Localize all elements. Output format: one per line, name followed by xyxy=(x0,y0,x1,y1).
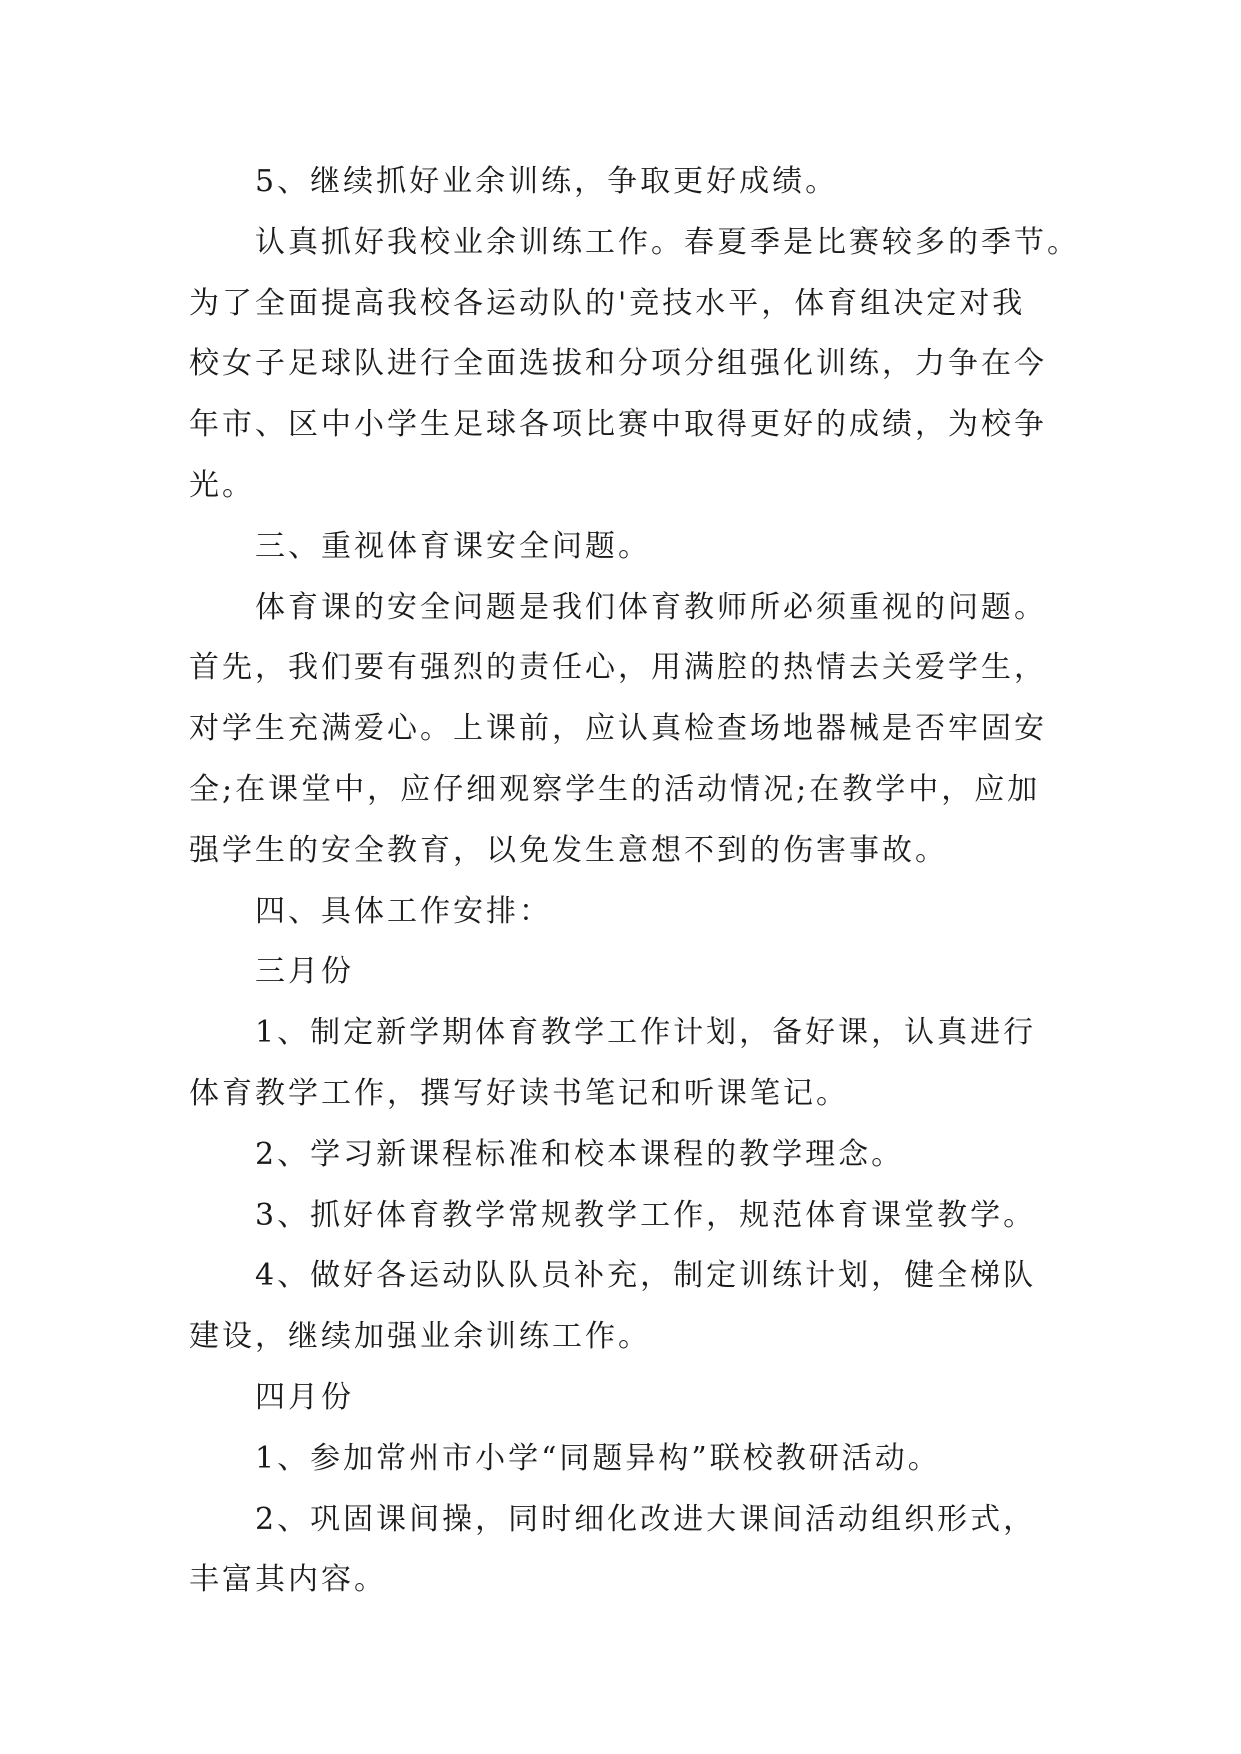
document-body xyxy=(189,160,1089,1619)
paragraph-line: 对学生充满爱心。上课前，应认真检查场地器械是否牢固安 xyxy=(189,711,1047,747)
paragraph-line: 首先，我们要有强烈的责任心，用满腔的热情去关爱学生， xyxy=(189,650,1047,686)
list-item: 2、巩固课间操，同时细化改进大课间活动组织形式， xyxy=(255,1501,1037,1537)
paragraph-line: 强学生的安全教育，以免发生意想不到的伤害事故。 xyxy=(189,832,948,868)
section-heading-3: 三、重视体育课安全问题。 xyxy=(255,528,651,564)
paragraph-line: 认真抓好我校业余训练工作。春夏季是比赛较多的季节。 xyxy=(255,224,1080,260)
month-heading-march: 三月份 xyxy=(255,954,354,990)
list-item: 3、抓好体育教学常规教学工作，规范体育课堂教学。 xyxy=(255,1197,1037,1233)
paragraph-line: 年市、区中小学生足球各项比赛中取得更好的成绩，为校争 xyxy=(189,407,1047,443)
list-item: 2、学习新课程标准和校本课程的教学理念。 xyxy=(255,1136,905,1172)
list-item: 4、做好各运动队队员补充，制定训练计划，健全梯队 xyxy=(255,1258,1037,1294)
paragraph-line: 全;在课堂中，应仔细观察学生的活动情况;在教学中，应加 xyxy=(189,771,1041,807)
paragraph-line: 为了全面提高我校各运动队的'竞技水平，体育组决定对我 xyxy=(189,285,1026,321)
paragraph-line: 建设，继续加强业余训练工作。 xyxy=(189,1319,651,1355)
paragraph-line: 丰富其内容。 xyxy=(189,1562,387,1598)
month-heading-april: 四月份 xyxy=(255,1379,354,1415)
paragraph-line: 体育课的安全问题是我们体育教师所必须重视的问题。 xyxy=(255,589,1047,625)
list-item: 1、参加常州市小学“同题异构”联校教研活动。 xyxy=(255,1440,941,1476)
section-item-5-heading: 5、继续抓好业余训练，争取更好成绩。 xyxy=(255,164,839,199)
paragraph-line: 光。 xyxy=(189,467,255,503)
paragraph-line: 体育教学工作，撰写好读书笔记和听课笔记。 xyxy=(189,1075,849,1111)
paragraph-line: 校女子足球队进行全面选拔和分项分组强化训练，力争在今 xyxy=(189,346,1047,382)
section-heading-4: 四、具体工作安排： xyxy=(255,893,552,929)
list-item: 1、制定新学期体育教学工作计划，备好课，认真进行 xyxy=(255,1015,1037,1051)
